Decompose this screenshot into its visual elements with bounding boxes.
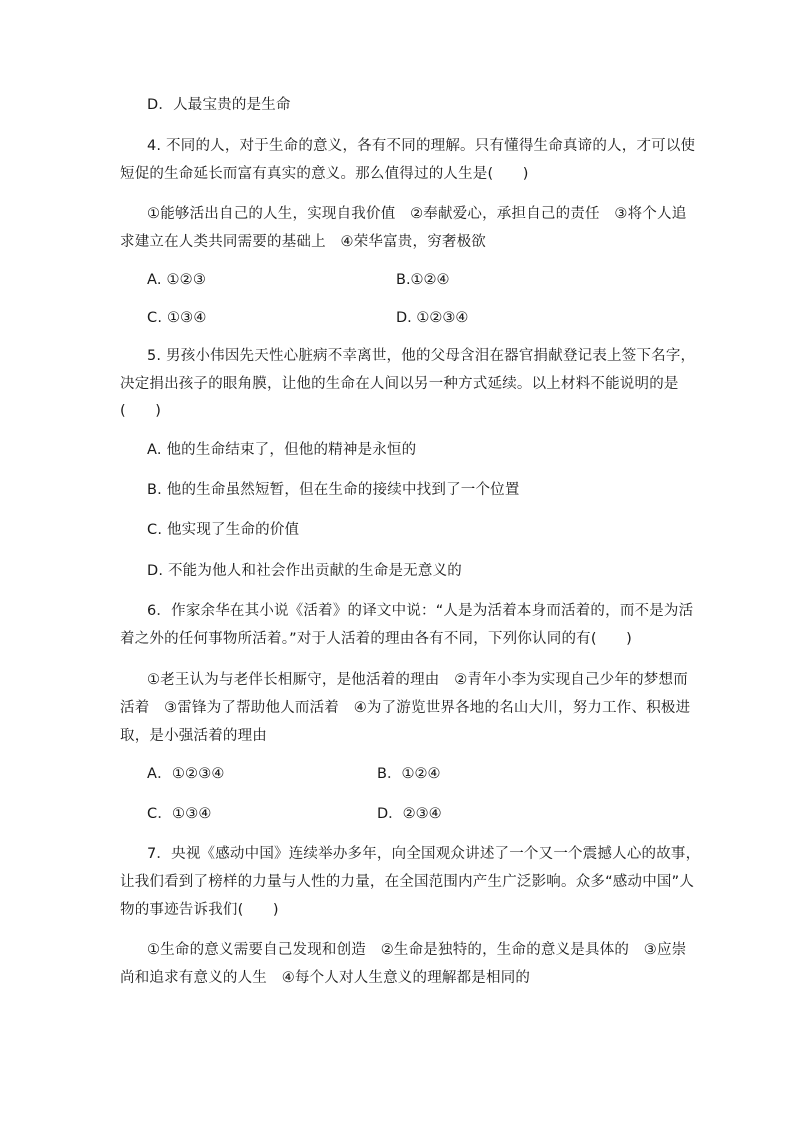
q5-stem-line-1: 5. 男孩小伟因先天性心脏病不幸离世，他的父母含泪在器官捐献登记表上签下名字，: [147, 348, 696, 364]
q4-option-c: C. ①③④: [147, 310, 207, 326]
q6-items-line-3: 取，是小强活着的理由: [120, 728, 267, 744]
q6-stem-line-1: 6．作家余华在其小说《活着》的译文中说：“人是为活着本身而活着的，而不是为活: [147, 603, 694, 619]
q4-items-line-2: 求建立在人类共同需要的基础上 ④荣华富贵，穷奢极欲: [120, 234, 486, 250]
q5-stem-line-3: ( ): [120, 403, 162, 419]
q3-option-d: D．人最宝贵的是生命: [147, 97, 291, 113]
q5-option-d: D. 不能为他人和社会作出贡献的生命是无意义的: [147, 563, 462, 579]
q4-items-line-1: ①能够活出自己的人生，实现自我价值 ②奉献爱心，承担自己的责任 ③将个人追: [147, 206, 687, 222]
q5-option-b: B. 他的生命虽然短暂，但在生命的接续中找到了一个位置: [147, 482, 520, 498]
q6-option-b: B．①②④: [377, 766, 441, 782]
q6-option-d: D．②③④: [377, 806, 442, 822]
q6-items-line-1: ①老王认为与老伴长相厮守，是他活着的理由 ②青年小李为实现自己少年的梦想而: [147, 672, 688, 688]
q6-items-line-2: 活着 ③雷锋为了帮助他人而活着 ④为了游览世界各地的名山大川，努力工作、积极进: [120, 700, 691, 716]
q7-items-line-2: 尚和追求有意义的人生 ④每个人对人生意义的理解都是相同的: [120, 970, 531, 986]
q7-stem-line-3: 物的事迹告诉我们( ): [120, 902, 279, 918]
q6-option-c: C．①③④: [147, 806, 212, 822]
q7-stem-line-2: 让我们看到了榜样的力量与人性的力量，在全国范围内产生广泛影响。众多“感动中国”人: [120, 874, 695, 890]
q4-option-d: D. ①②③④: [396, 310, 469, 326]
q5-stem-line-2: 决定捐出孩子的眼角膜，让他的生命在人间以另一种方式延续。以上材料不能说明的是: [120, 376, 679, 392]
q5-option-a: A. 他的生命结束了，但他的精神是永恒的: [147, 442, 417, 458]
q5-option-c: C. 他实现了生命的价值: [147, 522, 300, 538]
q4-stem-line-2: 短促的生命延长而富有真实的意义。那么值得过的人生是( ): [120, 166, 529, 182]
q4-stem-line-1: 4. 不同的人，对于生命的意义，各有不同的理解。只有懂得生命真谛的人，才可以使: [147, 138, 696, 154]
q7-stem-line-1: 7．央视《感动中国》连续举办多年，向全国观众讲述了一个又一个震撼人心的故事，: [147, 846, 701, 862]
q4-option-a: A. ①②③: [147, 272, 207, 288]
q4-option-b: B.①②④: [396, 272, 450, 288]
q6-stem-line-2: 着之外的任何事物所活着。”对于人活着的理由各有不同，下列你认同的有( ): [120, 631, 632, 647]
q7-items-line-1: ①生命的意义需要自己发现和创造 ②生命是独特的，生命的意义是具体的 ③应崇: [147, 942, 687, 958]
q6-option-a: A．①②③④: [147, 766, 225, 782]
